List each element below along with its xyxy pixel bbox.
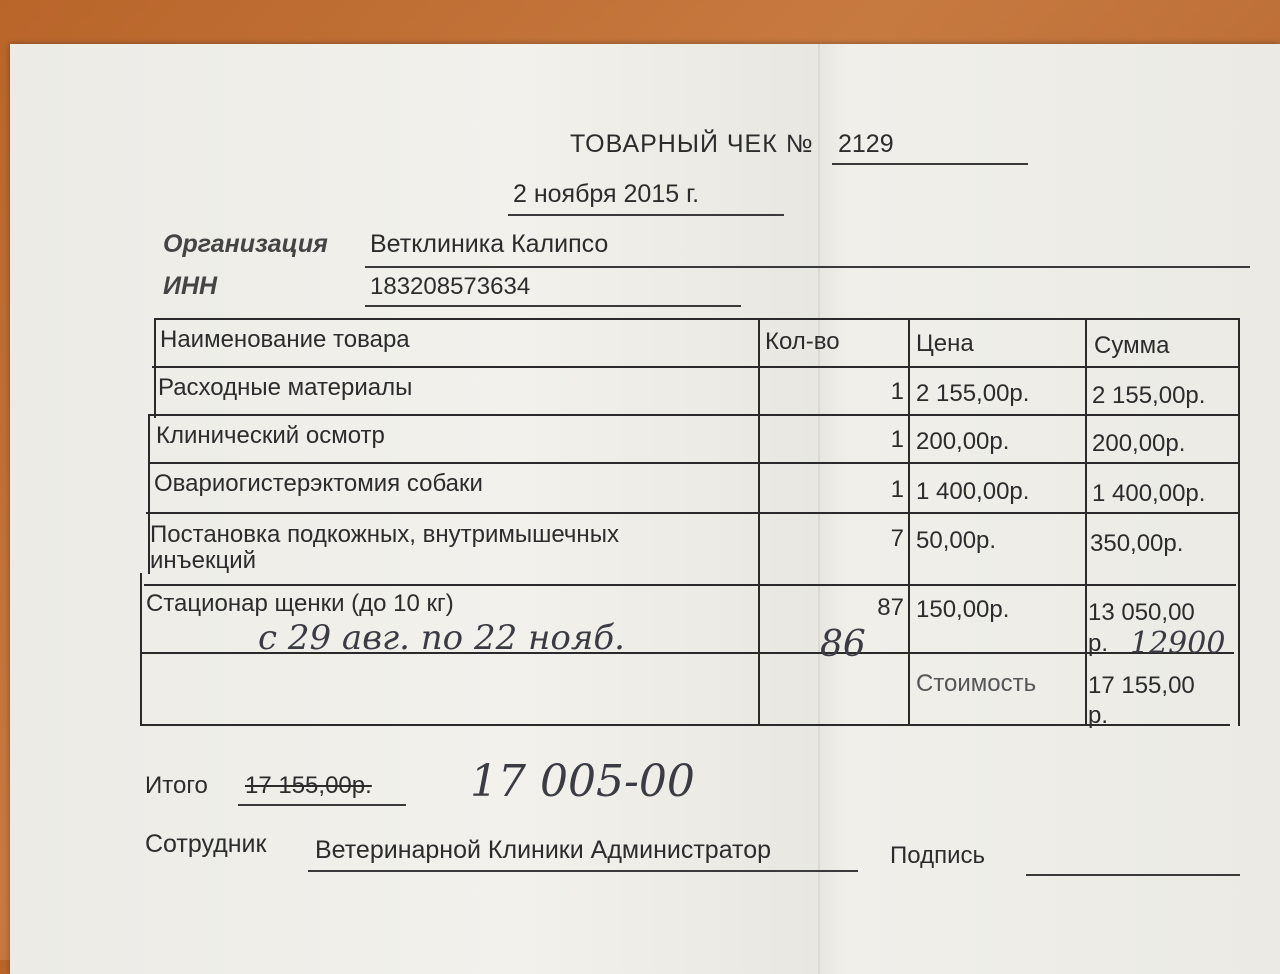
handwritten-sum-fix: 12900 xyxy=(1130,626,1226,661)
employee-underline xyxy=(308,870,858,872)
total-value-crossed: 17 155,00р. xyxy=(245,772,372,799)
row-3-qty: 1 xyxy=(890,476,904,503)
row-5-sum-line1: 13 050,00 xyxy=(1088,599,1195,626)
row-5-name: Стационар щенки (до 10 кг) xyxy=(146,590,454,617)
row-5-price: 150,00р. xyxy=(916,596,1010,623)
total-underline xyxy=(238,804,406,806)
number-underline xyxy=(832,163,1028,165)
cost-value-line1: 17 155,00 xyxy=(1088,672,1195,699)
organization-label: Организация xyxy=(163,230,328,258)
receipt-date: 2 ноября 2015 г. xyxy=(513,180,700,208)
inn-underline xyxy=(365,305,741,307)
row-2-sum: 200,00р. xyxy=(1092,430,1186,457)
row-3-name: Овариогистерэктомия собаки xyxy=(154,470,483,497)
row-1-name: Расходные материалы xyxy=(158,374,413,401)
row-2-name: Клинический осмотр xyxy=(156,422,385,449)
cost-label: Стоимость xyxy=(916,670,1037,697)
row-4-name-line2: инъекций xyxy=(150,547,257,574)
row-3-sum: 1 400,00р. xyxy=(1092,480,1206,507)
row-4-sum: 350,00р. xyxy=(1090,530,1184,557)
row-1-qty: 1 xyxy=(890,378,904,405)
signature-label: Подпись xyxy=(890,842,985,869)
row-4-qty: 7 xyxy=(890,525,904,552)
row-4-price: 50,00р. xyxy=(916,527,997,554)
receipt-number: 2129 xyxy=(838,130,894,158)
row-2-qty: 1 xyxy=(890,426,904,453)
inn-value: 183208573634 xyxy=(370,273,531,300)
signature-line xyxy=(1026,874,1240,876)
date-underline xyxy=(508,214,784,216)
header-sum: Сумма xyxy=(1094,332,1170,359)
handwritten-period: с 29 авг. по 22 нояб. xyxy=(258,618,625,658)
row-5-qty: 87 xyxy=(877,594,904,621)
row-4-name-line1: Постановка подкожных, внутримышечных xyxy=(150,521,619,548)
row-1-price: 2 155,00р. xyxy=(916,380,1030,407)
items-table xyxy=(140,318,1240,728)
total-label: Итого xyxy=(145,772,208,799)
row-5-sum-line2: р. xyxy=(1088,630,1109,657)
header-price: Цена xyxy=(916,330,974,357)
cost-value-line2: р. xyxy=(1088,702,1109,729)
row-2-price: 200,00р. xyxy=(916,428,1010,455)
header-qty: Кол-во xyxy=(765,328,840,355)
row-1-sum: 2 155,00р. xyxy=(1092,382,1206,409)
row-3-price: 1 400,00р. xyxy=(916,478,1030,505)
employee-value: Ветеринарной Клиники Администратор xyxy=(315,836,772,864)
header-name: Наименование товара xyxy=(160,326,410,353)
receipt-title: ТОВАРНЫЙ ЧЕК № xyxy=(570,130,814,158)
employee-label: Сотрудник xyxy=(145,830,267,858)
organization-underline xyxy=(365,266,1250,268)
inn-label: ИНН xyxy=(163,272,218,300)
handwritten-qty-fix: 86 xyxy=(820,624,866,665)
handwritten-total: 17 005-00 xyxy=(470,756,695,807)
organization-value: Ветклиника Калипсо xyxy=(370,230,609,258)
